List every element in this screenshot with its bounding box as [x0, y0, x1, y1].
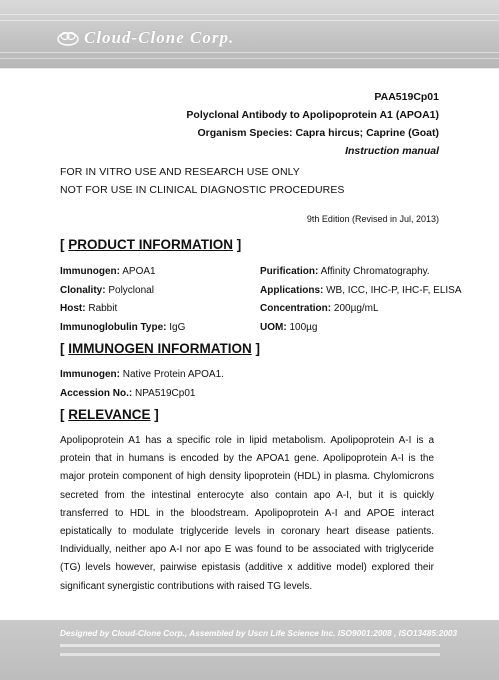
product-info-right-3: [260, 303, 379, 314]
footer-address-line: [60, 644, 440, 647]
notice-line-1: FOR IN VITRO USE AND RESEARCH USE ONLY: [60, 166, 300, 178]
field-value: NPA519Cp01: [132, 388, 196, 399]
use-notice: [60, 163, 345, 199]
field-label: Accession No.:: [60, 388, 133, 399]
field-label: Purification:: [260, 266, 319, 277]
product-info-left-4: [60, 322, 185, 333]
product-info-left-2: [60, 285, 154, 296]
field-value: IgG: [166, 322, 186, 333]
relevance-heading: RELEVANCE: [68, 407, 151, 422]
field-label: Host:: [60, 303, 86, 314]
field-value: Rabbit: [85, 303, 118, 314]
product-info-right-2: [260, 285, 462, 296]
field-value: Polyclonal: [105, 285, 154, 296]
field-value: APOA1: [120, 266, 156, 277]
field-value: WB, ICC, IHC-P, IHC-F, ELISA: [323, 285, 462, 296]
instruction-manual-label: Instruction manual: [345, 145, 439, 157]
field-label: UOM:: [260, 322, 287, 333]
product-info-right-1: [260, 266, 430, 277]
organism-species: Organism Species: Capra hircus; Caprine (Goat): [197, 127, 439, 139]
notice-line-2: NOT FOR USE IN CLINICAL DIAGNOSTIC PROCEDURES: [60, 184, 345, 196]
relevance-paragraph: Apolipoprotein A1 has a specific role in lipid metabolism. Apolipoprotein A-I is a protein that in humans is encoded by the APOA1 gene. Apolipoprotein A-I is the major protein component of high density lipoprotein (HDL) in plasma. Chylomicrons secreted from the intestinal enterocyte also contain apo A-I, but it is quickly transferred to HDL in the bloodstream. Apolipoprotein A-I and APOE interact epistatically to modulate triglyceride levels in coronary heart disease patients. Individually, neither apo A-I nor apo E was found to be associated with triglyceride (TG) levels however, pairwise epistasis (additive x additive model) explored their significant synergistic contributions with raised TG levels.: [60, 435, 434, 592]
section-heading-relevance: [ RELEVANCE ]: [60, 407, 159, 422]
section-heading-product-info: [ PRODUCT INFORMATION ]: [60, 237, 242, 252]
field-label: Clonality:: [60, 285, 106, 296]
field-label: Immunogen:: [60, 369, 120, 380]
field-value: 200µg/mL: [331, 303, 379, 314]
footer-credit: Designed by Cloud-Clone Corp., Assembled by Uscn Life Science Inc. ISO9001:2008 , ISO13485:2003: [60, 628, 458, 638]
header-banner: [0, 0, 499, 69]
product-info-left-3: [60, 303, 117, 314]
cloud-logo-icon: [57, 30, 79, 46]
field-value: Affinity Chromatography.: [318, 266, 430, 277]
immunogen-info-row-1: [60, 369, 224, 380]
field-label: Immunogen:: [60, 266, 120, 277]
product-header: [186, 88, 439, 160]
field-label: Applications:: [260, 285, 324, 296]
section-heading-immunogen-info: [ IMMUNOGEN INFORMATION ]: [60, 341, 260, 356]
company-name: Cloud-Clone Corp.: [84, 28, 235, 47]
footer-banner: [0, 620, 499, 680]
footer-address-line: [60, 653, 440, 656]
product-info-heading: PRODUCT INFORMATION: [68, 237, 233, 252]
immunogen-info-row-2: [60, 388, 195, 399]
product-info-left-1: [60, 266, 156, 277]
immunogen-info-heading: IMMUNOGEN INFORMATION: [68, 341, 252, 356]
field-label: Immunoglobulin Type:: [60, 322, 167, 333]
edition-label: 9th Edition (Revised in Jul, 2013): [306, 214, 439, 224]
field-value: Native Protein APOA1.: [120, 369, 224, 380]
product-info-right-4: [260, 322, 317, 333]
product-title: Polyclonal Antibody to Apolipoprotein A1 (APOA1): [186, 109, 439, 121]
field-value: 100µg: [286, 322, 318, 333]
catalog-number: PAA519Cp01: [374, 91, 439, 103]
field-label: Concentration:: [260, 303, 332, 314]
